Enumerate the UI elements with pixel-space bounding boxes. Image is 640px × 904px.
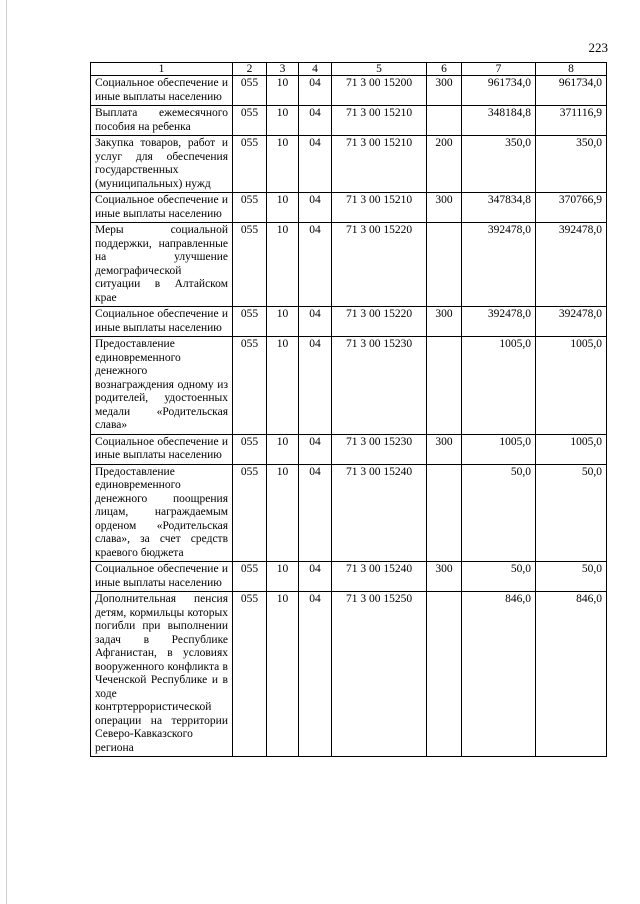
section-code: 10	[267, 223, 299, 307]
scan-edge-mark	[6, 0, 7, 904]
header-row	[91, 63, 607, 76]
target-code: 71 3 00 15210	[332, 193, 427, 223]
amount-year-1: 1005,0	[462, 434, 536, 464]
column-header: 3	[267, 63, 299, 76]
target-code: 71 3 00 15240	[332, 562, 427, 592]
row-name: Выплата ежемесячного пособия на ребенка	[91, 106, 233, 136]
amount-year-1: 50,0	[462, 562, 536, 592]
subsection-code: 04	[299, 193, 332, 223]
admin-code: 055	[233, 136, 267, 193]
column-header: 8	[536, 63, 607, 76]
budget-table	[90, 62, 607, 757]
admin-code: 055	[233, 76, 267, 106]
admin-code: 055	[233, 106, 267, 136]
subsection-code: 04	[299, 136, 332, 193]
amount-year-1: 1005,0	[462, 337, 536, 435]
row-name: Дополнительная пенсия детям, кормильцы которых погибли при выполнении задач в Республике Афганистан, в условиях вооруженного конфликта в Чеченской Республике и в ходе контртеррористической операции на территории Северо-Кавказского региона	[91, 592, 233, 757]
expense-kind	[427, 592, 462, 757]
amount-year-2: 961734,0	[536, 76, 607, 106]
table-row	[91, 562, 607, 592]
amount-year-1: 347834,8	[462, 193, 536, 223]
amount-year-1: 392478,0	[462, 223, 536, 307]
amount-year-2: 50,0	[536, 562, 607, 592]
table-row	[91, 76, 607, 106]
table-row	[91, 464, 607, 562]
subsection-code: 04	[299, 562, 332, 592]
column-header: 5	[332, 63, 427, 76]
table-row	[91, 434, 607, 464]
target-code: 71 3 00 15250	[332, 592, 427, 757]
amount-year-1: 348184,8	[462, 106, 536, 136]
subsection-code: 04	[299, 223, 332, 307]
subsection-code: 04	[299, 337, 332, 435]
amount-year-1: 50,0	[462, 464, 536, 562]
section-code: 10	[267, 592, 299, 757]
section-code: 10	[267, 136, 299, 193]
admin-code: 055	[233, 592, 267, 757]
subsection-code: 04	[299, 434, 332, 464]
amount-year-2: 370766,9	[536, 193, 607, 223]
row-name: Меры социальной поддержки, направленные на улучшение демографической ситуации в Алтайском крае	[91, 223, 233, 307]
subsection-code: 04	[299, 592, 332, 757]
amount-year-2: 371116,9	[536, 106, 607, 136]
expense-kind: 300	[427, 193, 462, 223]
admin-code: 055	[233, 307, 267, 337]
target-code: 71 3 00 15210	[332, 136, 427, 193]
row-name: Социальное обеспечение и иные выплаты населению	[91, 434, 233, 464]
column-header: 1	[91, 63, 233, 76]
expense-kind: 300	[427, 76, 462, 106]
expense-kind	[427, 106, 462, 136]
target-code: 71 3 00 15240	[332, 464, 427, 562]
table-row	[91, 223, 607, 307]
row-name: Социальное обеспечение и иные выплаты населению	[91, 76, 233, 106]
row-name: Социальное обеспечение и иные выплаты населению	[91, 193, 233, 223]
amount-year-2: 392478,0	[536, 223, 607, 307]
table-row	[91, 136, 607, 193]
row-name: Социальное обеспечение и иные выплаты населению	[91, 562, 233, 592]
table-row	[91, 592, 607, 757]
expense-kind: 300	[427, 562, 462, 592]
expense-kind	[427, 223, 462, 307]
target-code: 71 3 00 15220	[332, 223, 427, 307]
target-code: 71 3 00 15230	[332, 337, 427, 435]
section-code: 10	[267, 464, 299, 562]
expense-kind	[427, 337, 462, 435]
section-code: 10	[267, 106, 299, 136]
amount-year-2: 846,0	[536, 592, 607, 757]
subsection-code: 04	[299, 76, 332, 106]
table-row	[91, 106, 607, 136]
table-row	[91, 307, 607, 337]
amount-year-1: 350,0	[462, 136, 536, 193]
row-name: Предоставление единовременного денежного поощрения лицам, награждаемым орденом «Родительская слава», за счет средств краевого бюджета	[91, 464, 233, 562]
row-name: Предоставление единовременного денежного вознаграждения одному из родителей, удостоенных медали «Родительская слава»	[91, 337, 233, 435]
target-code: 71 3 00 15220	[332, 307, 427, 337]
target-code: 71 3 00 15230	[332, 434, 427, 464]
amount-year-2: 350,0	[536, 136, 607, 193]
row-name: Закупка товаров, работ и услуг для обеспечения государственных (муниципальных) нужд	[91, 136, 233, 193]
page-number: 223	[588, 40, 608, 55]
target-code: 71 3 00 15210	[332, 106, 427, 136]
section-code: 10	[267, 307, 299, 337]
column-header: 7	[462, 63, 536, 76]
target-code: 71 3 00 15200	[332, 76, 427, 106]
section-code: 10	[267, 76, 299, 106]
column-header: 4	[299, 63, 332, 76]
column-header: 6	[427, 63, 462, 76]
amount-year-2: 50,0	[536, 464, 607, 562]
admin-code: 055	[233, 464, 267, 562]
amount-year-2: 392478,0	[536, 307, 607, 337]
amount-year-1: 961734,0	[462, 76, 536, 106]
admin-code: 055	[233, 193, 267, 223]
admin-code: 055	[233, 562, 267, 592]
admin-code: 055	[233, 337, 267, 435]
amount-year-2: 1005,0	[536, 337, 607, 435]
admin-code: 055	[233, 434, 267, 464]
section-code: 10	[267, 562, 299, 592]
expense-kind: 300	[427, 434, 462, 464]
amount-year-2: 1005,0	[536, 434, 607, 464]
subsection-code: 04	[299, 307, 332, 337]
expense-kind	[427, 464, 462, 562]
admin-code: 055	[233, 223, 267, 307]
section-code: 10	[267, 434, 299, 464]
section-code: 10	[267, 193, 299, 223]
table-row	[91, 193, 607, 223]
subsection-code: 04	[299, 464, 332, 562]
table-row	[91, 337, 607, 435]
section-code: 10	[267, 337, 299, 435]
column-header: 2	[233, 63, 267, 76]
amount-year-1: 846,0	[462, 592, 536, 757]
subsection-code: 04	[299, 106, 332, 136]
amount-year-1: 392478,0	[462, 307, 536, 337]
expense-kind: 300	[427, 307, 462, 337]
expense-kind: 200	[427, 136, 462, 193]
row-name: Социальное обеспечение и иные выплаты населению	[91, 307, 233, 337]
